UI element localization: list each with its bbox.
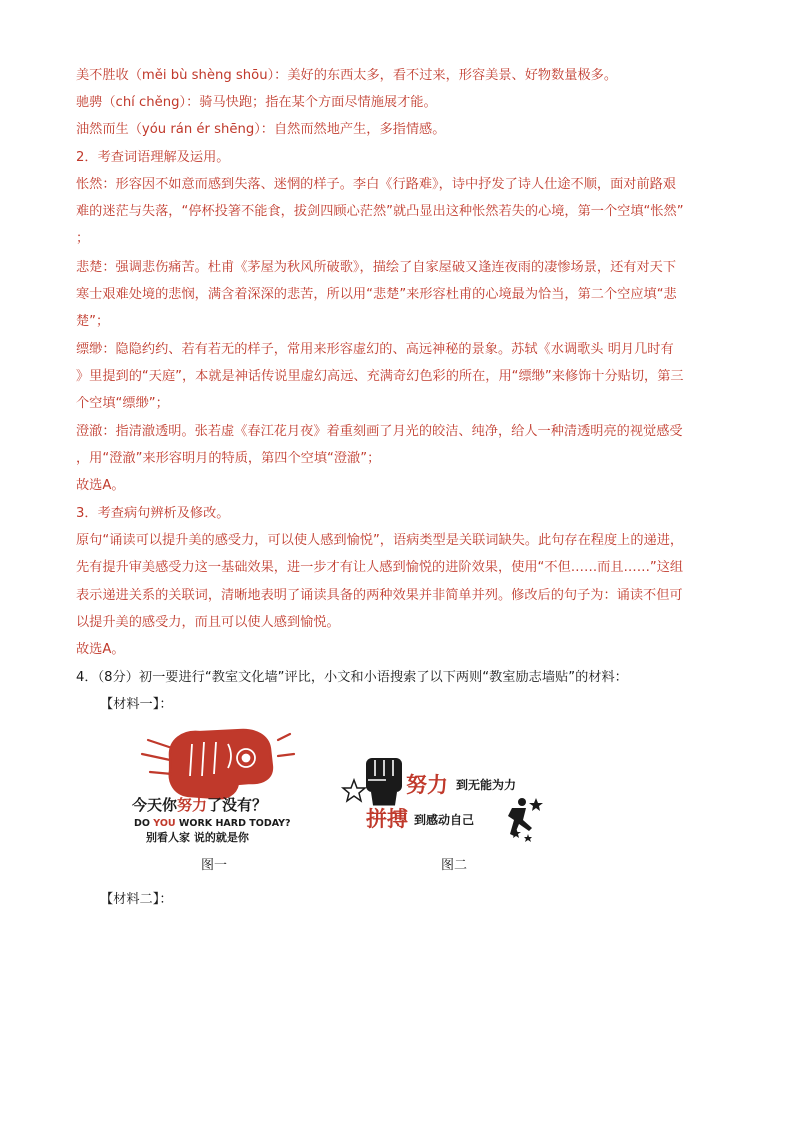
text-line [76, 390, 724, 417]
text-line-content: 寒士艰难处境的悲悯，满含着深深的悲苦，所以用“悲楚”来形容杜甫的心境最为恰当，第二个空应填“悲 [76, 287, 677, 302]
fist-icon [366, 758, 402, 812]
text-line-content: 难的迷茫与失落，“停杯投箸不能食，拔剑四顾心茫然”就凸显出这种怅然若失的心境，第一个空填“怅然” [76, 204, 684, 219]
text-line-content: 先有提升审美感受力这一基础效果，进一步才有让人感到愉悦的进阶效果，使用“不但……而且……”这组 [76, 560, 684, 575]
figure-1-caption: 图一 [200, 858, 227, 873]
text-line [76, 116, 724, 143]
text-line-content: 以提升美的感受力，而且可以使人感到愉悦。 [76, 615, 340, 630]
text-line-content: 楚”； [76, 314, 110, 329]
text-line [76, 281, 724, 308]
text-line-content: 》里提到的“天庭”，本就是神话传说里虚幻高远、充满奇幻色彩的所在，用“缥缈”来修饰十分贴切，第三 [76, 369, 684, 384]
text-line [76, 254, 724, 281]
text-line [76, 582, 724, 609]
text-line [76, 609, 724, 636]
figure-2-caption: 图二 [440, 858, 467, 873]
text-line-content: 驰骋（chí chěng）：骑马快跑；指在某个方面尽情施展才能。 [76, 95, 437, 110]
text-line [76, 89, 724, 116]
star-icon [529, 798, 543, 811]
fig1-line2-c: WORK HARD TODAY? [175, 818, 291, 829]
text-line [76, 527, 724, 554]
fig1-line3: 别看人家 说的就是你 [146, 831, 249, 844]
material-1-label: 【材料一】： [100, 697, 173, 712]
text-line-content: 美不胜收（měi bù shèng shōu）：美好的东西太多，看不过来，形容美景、好物数量极多。 [76, 68, 618, 83]
question-4-text: 4．（8分）初一要进行“教室文化墙”评比，小文和小语搜索了以下两则“教室励志墙贴”的材料： [76, 670, 628, 685]
text-line [76, 198, 724, 225]
fig2-bottom-small: 到感动自己 [414, 813, 475, 827]
text-line [76, 554, 724, 581]
text-line [76, 636, 724, 663]
fig2-top-small: 到无能为力 [456, 778, 517, 792]
text-line-content: ； [76, 231, 90, 246]
text-line [76, 336, 724, 363]
star-icon [343, 780, 365, 801]
text-line [76, 144, 724, 171]
answer-line: 故选A。 [76, 478, 125, 493]
text-line-content: 表示递进关系的关联词，清晰地表明了诵读具备的两种效果并非简单并列。修改后的句子为：诵读不但可 [76, 588, 683, 603]
text-line [76, 500, 724, 527]
fig1-line1-a: 今天你 [132, 796, 178, 814]
text-line-content: 原句“诵读可以提升美的感受力，可以使人感到愉悦”，语病类型是关联词缺失。此句存在程度上的递进， [76, 533, 684, 548]
text-line-content: 澄澈：指清澈透明。张若虚《春江花月夜》着重刻画了月光的皎洁、纯净，给人一种清透明亮的视觉感受 [76, 424, 683, 439]
star-icon [524, 834, 532, 842]
text-line-content: 怅然：形容因不如意而感到失落、迷惘的样子。李白《行路难》，诗中抒发了诗人仕途不顺，面对前路艰 [76, 177, 677, 192]
fig2-top-big: 努力 [406, 773, 448, 797]
svg-text:今天你努力了没有？ [131, 796, 267, 814]
text-line-content: 油然而生（yóu rán ér shēng）：自然而然地产生，多指情感。 [76, 122, 446, 137]
section-heading: 2．考查词语理解及运用。 [76, 150, 230, 165]
text-line [76, 472, 724, 499]
answer-line: 故选A。 [76, 642, 125, 657]
pointing-hand-icon [128, 718, 308, 848]
text-line [76, 171, 724, 198]
text-line [76, 225, 724, 252]
text-line [76, 445, 724, 472]
fig1-line1-b: 努力 [177, 796, 208, 814]
fig1-line2-b: YOU [153, 818, 176, 829]
text-line-content: 个空填“缥缈”； [76, 396, 169, 411]
text-line-content: ，用“澄澈”来形容明月的特质，第四个空填“澄澈”； [76, 451, 381, 466]
figure-2 [340, 740, 550, 848]
fig2-bottom-big: 拼搏 [366, 807, 408, 831]
fist-poster [340, 740, 550, 848]
text-line [76, 418, 724, 445]
fig1-line2-a: DO [134, 818, 154, 829]
text-line [76, 308, 724, 335]
text-line-content: 缥缈：隐隐约约、若有若无的样子，常用来形容虚幻的、高远神秘的景象。苏轼《水调歌头 明月几时有 [76, 342, 674, 357]
runner-icon [508, 798, 532, 836]
text-line [76, 363, 724, 390]
question-4-line [76, 664, 724, 691]
svg-text:DO YOU WORK HARD TODAY? [134, 818, 291, 829]
figure-1 [128, 718, 308, 848]
material-2-label: 【材料二】： [100, 892, 173, 907]
text-line [76, 62, 724, 89]
fig1-line1-c: 了没有？ [207, 796, 268, 814]
text-line-content: 悲楚：强调悲伤痛苦。杜甫《茅屋为秋风所破歌》，描绘了自家屋破又逢连夜雨的凄惨场景，还有对天下 [76, 260, 677, 275]
section-heading: 3．考查病句辨析及修改。 [76, 506, 230, 521]
